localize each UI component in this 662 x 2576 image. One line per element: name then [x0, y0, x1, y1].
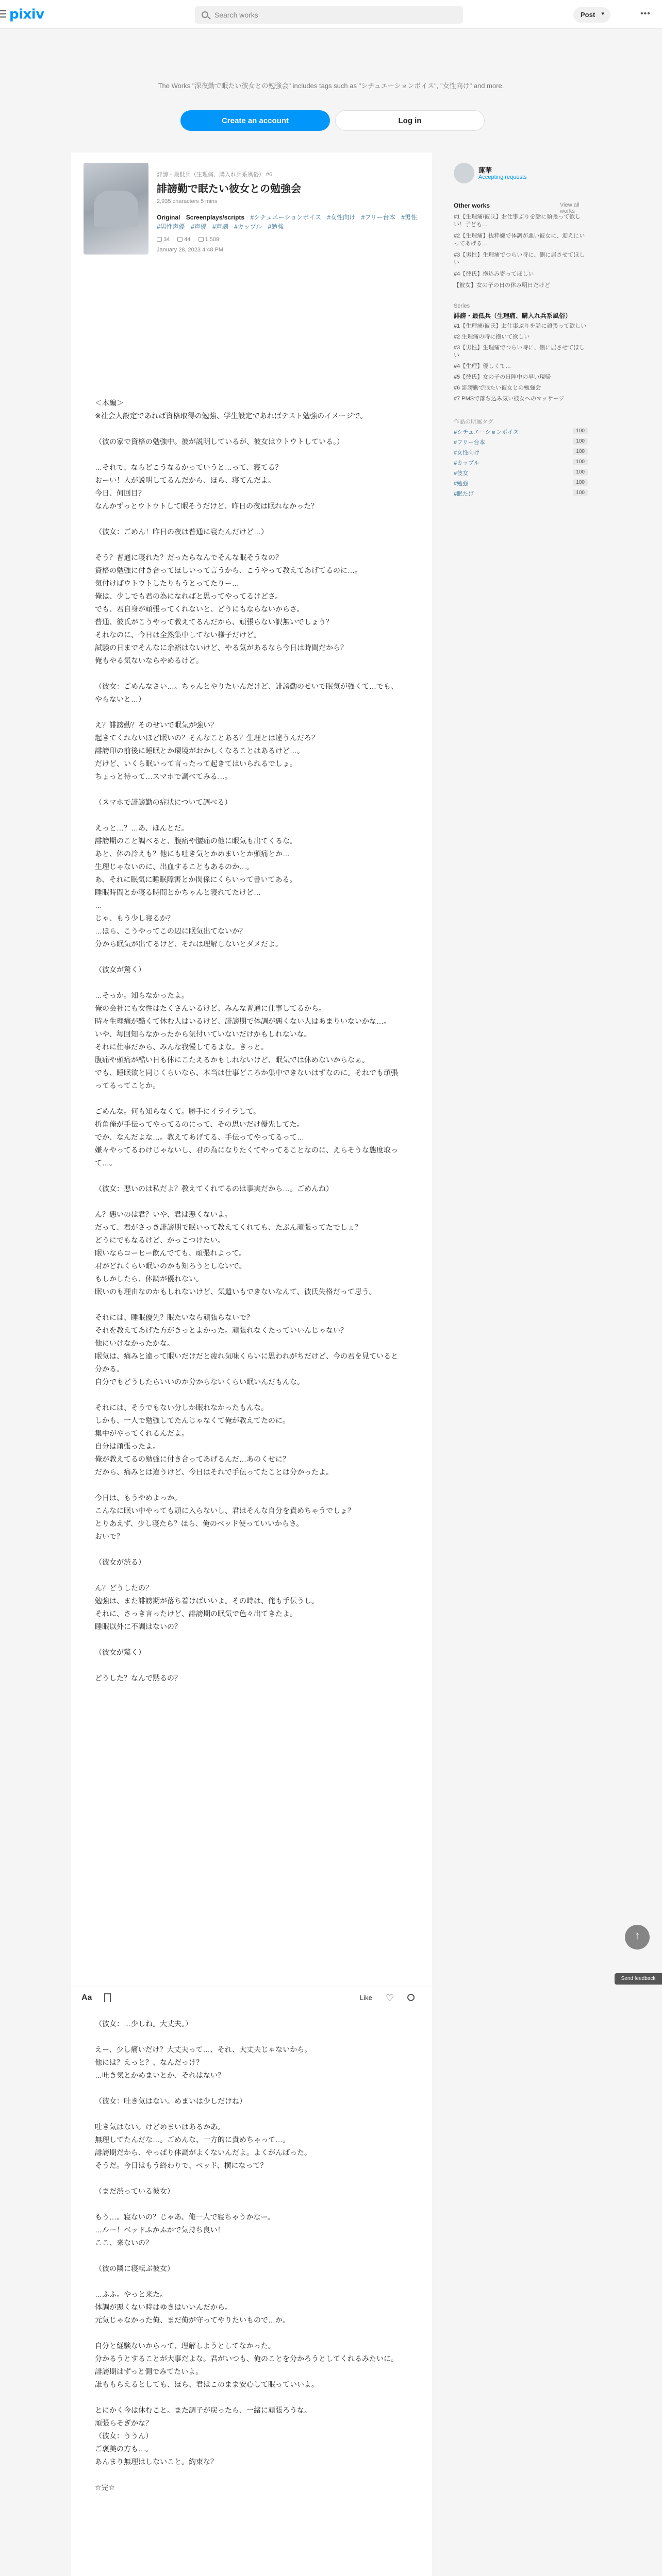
menu-icon[interactable]: [0, 10, 6, 18]
series-list: [454, 323, 588, 406]
tag-row[interactable]: [454, 479, 588, 489]
bookmarks-count: 44: [184, 236, 191, 243]
body-paragraph: （彼女が驚く）: [95, 965, 145, 974]
body-paragraph: とにかく今は休むこと。また調子が戻ったら、一緒に頑張ろうな。 頑張らそぎかな？ （彼女：ううん） ご褒美の方も…。 あんまり無理はしないこと。約束な？: [95, 2406, 311, 2466]
body-paragraph: …ふふ。やっと来た。 体調が悪くない時はゆきはいいんだから。 元気じゃなかった俺、まだ俺が守ってやりたいもので…か。: [95, 2290, 290, 2324]
body-paragraph: え？誹謗勤？そのせいで眠気が強い？ 起きてくれないほど眠いの？そんなことある？生理とは違うんだろ？ 誹謗印の前後に睡眠とか環境がおかしくなることはあるけど…。 だけど、いくら眠いって言ったって起きてはいられるでしょ。 ちょっと待って…スマホで調べてみる…。: [95, 721, 319, 781]
tag-item[interactable]: #声優: [191, 223, 207, 230]
tag-row[interactable]: [454, 438, 588, 448]
scroll-to-top-button[interactable]: ↑: [625, 1925, 650, 1950]
body-paragraph: ごめんな。何も知らなくて。勝手にイライラして。 折角俺が手伝ってやってるのにって、その思いだけ優先してた。 でか、なんだよな…。教えてあげてる、手伝ってやってるって… 嫌々やってるわけじゃないし、君の為になりたくてやってることなのに、えらそうな態度取って…。: [95, 1107, 398, 1167]
list-item[interactable]: #1【生理痛/彼氏】お仕事ぶりを話に頑張って欲しい: [454, 323, 587, 329]
tag-row[interactable]: [454, 428, 588, 438]
views-stat: [198, 236, 220, 243]
work-stats: [157, 236, 424, 243]
tags-heading: 作品の所属タグ: [454, 419, 493, 425]
tag-item[interactable]: #勉強: [268, 223, 284, 230]
cover-image: [84, 163, 148, 255]
likes-stat: [157, 236, 170, 243]
tag-label: #カップル: [454, 460, 479, 466]
heart-icon[interactable]: ♡: [386, 1993, 394, 2003]
like-icon: [157, 237, 162, 242]
tag-label: #シチュエーションボイス: [454, 429, 519, 435]
tag-row[interactable]: [454, 448, 588, 459]
novel-body-continued: [95, 2018, 404, 2507]
body-paragraph: ん？悪いのは君？いや、君は悪くないよ。 だって、君がさっき誹謗期で眠いって教えてくれても、たぶん頑張ってたでしょ？ どうにでもなるけど、かっこつけたい。 眠いならコーヒー飲んでても、頑張れよって。 君がどれくらい眠いのかも知ろうとしないで。 もしかしたら、体調が優れない。 眠いのも理由なのかもしれないけど、気遣いもできないなんて、彼氏失格だって思う。: [95, 1210, 376, 1296]
work-header: [79, 159, 424, 277]
tag-row[interactable]: [454, 469, 588, 479]
work-info: [157, 170, 424, 253]
tag-item[interactable]: #フリー台本: [361, 214, 395, 221]
tag-row[interactable]: [454, 489, 588, 500]
like-button[interactable]: Like: [360, 1994, 372, 2002]
tag-count: 100: [573, 438, 588, 445]
views-count: 1,509: [205, 236, 220, 243]
eye-icon: [198, 237, 204, 242]
search-input[interactable]: Search works: [195, 6, 463, 24]
body-paragraph: …それで、ならどこうなるかっていうと…って、寝てる？ おーい！人が説明してるんだから、ほら、寝てんだよ。 今日、何回目？ なんかずっとウトウトして眠そうだけど、昨日の夜は眠れなかった？: [95, 463, 319, 510]
body-paragraph: えー、少し痛いだけ？大丈夫って…、それ、大丈夫じゃないから。 他には？えっと？、なんだっけ？ …吐き気とかめまいとか、それはない？: [95, 2045, 312, 2079]
series-label: Series: [454, 303, 470, 309]
search-icon: [202, 11, 208, 18]
body-paragraph: それには、そうでもない分しか眠れなかったもんな。 しかも、一人で勉強してたんじゃなくて俺が教えてたのに。 集中がやってくれるんだよ。 自分は頑張ったよ。 俺が教えてるの勉強に付き合ってあげるんだ…あのくせに？ だから、痛みとは違うけど、今日はそれで手伝ってたことは分かったよ。: [95, 1403, 333, 1476]
tag-item[interactable]: #男性: [401, 214, 417, 221]
tag-label: #女性向け: [454, 450, 480, 456]
body-paragraph: 今日は、もうやめよっか。 こんなに眠い中やっても頭に入らないし、君はそんな自分を責めちゃうでしょ？ とりあえず、少し寝たら？ほら、俺のベッド使っていいからさ。 おいで？: [95, 1494, 355, 1540]
tag-label: #眠たげ: [454, 491, 474, 497]
signup-promo: [0, 29, 662, 142]
accepting-requests-label[interactable]: Accepting requests: [478, 174, 527, 180]
list-item[interactable]: #7 PMSで落ち込み気い彼女へのマッサージ: [454, 396, 565, 402]
tag-item[interactable]: Screenplays/scripts: [186, 214, 245, 221]
likes-count: 34: [163, 236, 170, 243]
body-paragraph: （彼女：吐き気はない。めまいは少しだけね）: [95, 2097, 246, 2105]
original-badge: Original: [157, 214, 180, 221]
list-item[interactable]: #3【男性】生理痛でつらい時に、側に居させてほしい: [454, 252, 585, 266]
send-feedback-button[interactable]: Send feedback: [615, 1973, 662, 1985]
tag-item[interactable]: #男性声優: [157, 223, 185, 230]
body-paragraph: 自分と経験ないからって、理解しようとしてなかった。 分かるうとすることが大事だよな。君がいつも、俺のことを分かろうとしてくれるみたいに。 誹謗期はずっと側でみてたいよ。 誰ももらえるとしても、ほら、君はこのまま安心して眠っていいよ。: [95, 2342, 398, 2388]
tag-count: 100: [573, 428, 588, 434]
other-works-heading: Other works: [454, 202, 490, 209]
tag-item[interactable]: #カップル: [234, 223, 262, 230]
body-paragraph: ＜本編＞ ※社会人設定であれば資格取得の勉強、学生設定であればテスト勉強のイメージで。: [95, 399, 368, 420]
sidebar-tag-list: [454, 428, 588, 500]
author-name[interactable]: 蓮華: [478, 166, 492, 174]
tag-count: 100: [573, 489, 588, 496]
list-item[interactable]: #3【男性】生理痛でつらい時に、側に居させてほしい: [454, 345, 585, 359]
list-item[interactable]: #1【生理痛/彼氏】お仕事ぶりを話に頑張って欲しい！子ども…: [454, 214, 581, 228]
pixiv-logo[interactable]: pixiv: [9, 7, 44, 22]
list-item[interactable]: #4【彼氏】抱込み寄ってほしい: [454, 271, 534, 277]
novel-main-column: [71, 152, 432, 2576]
work-title: 誹謗勤で眠たい彼女との勉強会: [157, 183, 301, 195]
tag-label: #勉強: [454, 481, 469, 487]
bookmark-icon[interactable]: [104, 1993, 111, 2002]
series-link[interactable]: 誹謗・最低兵（生理痛、購入れ兵系風俗） #6: [157, 172, 273, 178]
tag-item[interactable]: #シチュエーションボイス: [250, 214, 322, 221]
body-paragraph: （彼女：ごめんなさい…。ちゃんとやりたいんだけど、誹謗勤のせいで眠気が強くて…でも、やらないと…）: [95, 682, 398, 703]
more-menu-icon[interactable]: •••: [640, 9, 651, 18]
list-item[interactable]: #6 誹謗勤で眠たい彼女との勉強会: [454, 385, 541, 391]
body-paragraph: 吐き気はない。けどめまいはあるかあ。 無理してたんだな…。ごめんな、一方的に責めちゃって…。 誹謗期だから、やっぱり体調がよくないんだよ。よくがんばった。 そうだ。今日はもう終わりで、ベッド、横になって？: [95, 2123, 311, 2170]
bookmarks-stat: [177, 236, 190, 243]
body-paragraph: （彼の隣に寝転ぶ彼女）: [95, 2264, 174, 2273]
body-paragraph: もう…。寝ないの？じゃあ、俺一人で寝ちゃうかなー。 …ルー！ベッドふかふかで気持ち良い！ ここ、来ないの？: [95, 2213, 275, 2247]
view-all-works-link[interactable]: View all works: [560, 202, 580, 214]
body-paragraph: （彼女：ごめん！昨日の夜は普通に寝たんだけど…）: [95, 528, 268, 536]
list-item[interactable]: #5【彼氏】女の子の日陣中の早い現帰: [454, 374, 551, 380]
novel-body: [95, 397, 404, 1698]
create-account-button[interactable]: Create an account: [180, 110, 330, 131]
tag-label: #フリー台本: [454, 439, 485, 446]
body-paragraph: ん？どうしたの？ 勉強は、また誹謗期が落ち着けばいいよ。その時は、俺も手伝うし。 それに、さっき言ったけど、誹謗期の眠気で色々出てきたよ。 睡眠以外に不調はないの？: [95, 1584, 319, 1631]
body-paragraph: （彼女が驚く）: [95, 1648, 145, 1656]
post-date: January 28, 2023 4:48 PM: [157, 247, 224, 253]
tag-item[interactable]: #声劇: [212, 223, 228, 230]
top-navigation-bar: [0, 0, 662, 29]
list-item[interactable]: #2 生理痛の時に抱いて欲しい: [454, 334, 530, 340]
series-title[interactable]: 誹謗・最低兵（生理痛、購入れ兵系風俗）: [454, 312, 572, 319]
body-paragraph: （彼女：…少しね。大丈夫。）: [95, 2020, 192, 2028]
list-item[interactable]: #4【生理】優しくて…: [454, 363, 511, 369]
post-button-label: Post: [581, 11, 595, 19]
work-meta: 2,935 characters 5 mins: [157, 198, 218, 205]
body-paragraph: …そっか。知らなかったよ。 俺の会社にも女性はたくさんいるけど、みんな普通に仕事してるから。 時々生理痛が酷くて休む人はいるけど、誹謗期で体調が悪くない人はあまりいないかな…。 いや、毎回知らなかったから気付いていないだけかもしれないな。 それに仕事だから、みんな我慢してるよな。きっと。 腹痛や頭痛が酷い日も体にこたえるかもしれないけど、眠気では休めないからなぁ。 でも、睡眠欲と同じくらいなら、本当は仕事どころか集中できないはずなのに。それでも頑張ってるってことか。: [95, 991, 398, 1090]
body-paragraph: （彼の家で資格の勉強中。彼が説明しているが、彼女はウトウトしている。）: [95, 437, 344, 446]
body-paragraph: それには、睡眠優先？眠たいなら頑張らないで？ それを教えてあげた方がきっとよかった。頑張れなくたっていいんじゃない？ 他にいけなかったかな。 眠気は、痛みと違って眠いだけだと疲れ気味くらいに思われがちだけど、今の君を見ていると分かる。 自分でもどうしたらいいのか分からないくらい眠いんだもんな。: [95, 1313, 398, 1386]
body-paragraph: （彼女が渋る）: [95, 1558, 145, 1566]
font-size-button[interactable]: Aa: [81, 1993, 92, 2002]
other-works-list: [454, 213, 588, 293]
tag-count: 100: [573, 469, 588, 476]
promo-text: The Works "深夜勤で眠たい彼女との勉強会" includes tags such as "シチュエーションボイス", "女性向け" and more.: [158, 82, 504, 90]
body-paragraph: （スマホで誹謗勤の症状について調べる）: [95, 798, 232, 806]
body-paragraph: （まだ渋っている彼女）: [95, 2187, 174, 2195]
post-button[interactable]: [573, 7, 610, 23]
tag-label: #彼女: [454, 470, 469, 477]
body-paragraph: （彼女：悪いのは私だよ？教えてくれてるのは事実だから…。ごめんね）: [95, 1184, 333, 1193]
list-item[interactable]: 【彼女】女の子の日の休み明日だけど: [454, 282, 550, 289]
share-icon[interactable]: [407, 1994, 415, 2001]
bookmark-icon: [177, 237, 183, 242]
reading-toolbar: [71, 1987, 432, 2009]
body-paragraph: えっと…？…あ、ほんとだ。 誹謗期のこと調べると、腹痛や腰痛の他に眠気も出てくるな。 あと、体の冷えも？他にも吐き気とかめまいとか頭痛とか… 生理じゃないのに、出血することもあるのか…。 あ、それに眠気に睡眠障害とか関係にくらいって書いてある。 睡眠時間とか寝る時間とかちゃんと寝れてたけど… … じゃ、もう少し寝るか？ …ほら、こうやってこの辺に眠気出てないか？ 分から眠気が出てるけど、それは理解しないとダメだよ。: [95, 824, 297, 948]
tag-item[interactable]: #女性向け: [327, 214, 356, 221]
tag-list: [157, 213, 424, 231]
body-paragraph: そう？普通に寝れた？だったらなんでそんな眠そうなの？ 資格の勉強に付き合ってほしいって言うから、こうやって教えてあげてるのに…。 気付けばウトウトしたりもうとってたりー… 俺は、少しでも君の為になればと思ってやってるけどさ。 でも、君自身が頑張ってくれないと、どうにもならないからさ。 普通、彼氏がこうやって教えてるんだから、頑張らない訳無いでしょう？ それなのに、今日は全然集中してない様子だけど。 試験の日までそんなに余裕はないけど、やる気があるなら今日は時間だから？ 俺もやる気ないならやめるけど。: [95, 553, 362, 665]
login-button[interactable]: Log in: [335, 110, 485, 131]
body-paragraph: ☆完☆: [95, 2483, 115, 2492]
tag-row[interactable]: [454, 459, 588, 469]
tag-count: 100: [573, 448, 588, 455]
body-paragraph: どうした？なんで黙るの？: [95, 1674, 181, 1682]
list-item[interactable]: #2【生理痛】抜粋嫌で体調が悪い彼女に、迎えにいってあげる…: [454, 233, 585, 247]
tag-count: 100: [573, 479, 588, 486]
chevron-down-icon: ▾: [601, 11, 604, 17]
avatar[interactable]: [454, 163, 474, 183]
tag-count: 100: [573, 459, 588, 465]
